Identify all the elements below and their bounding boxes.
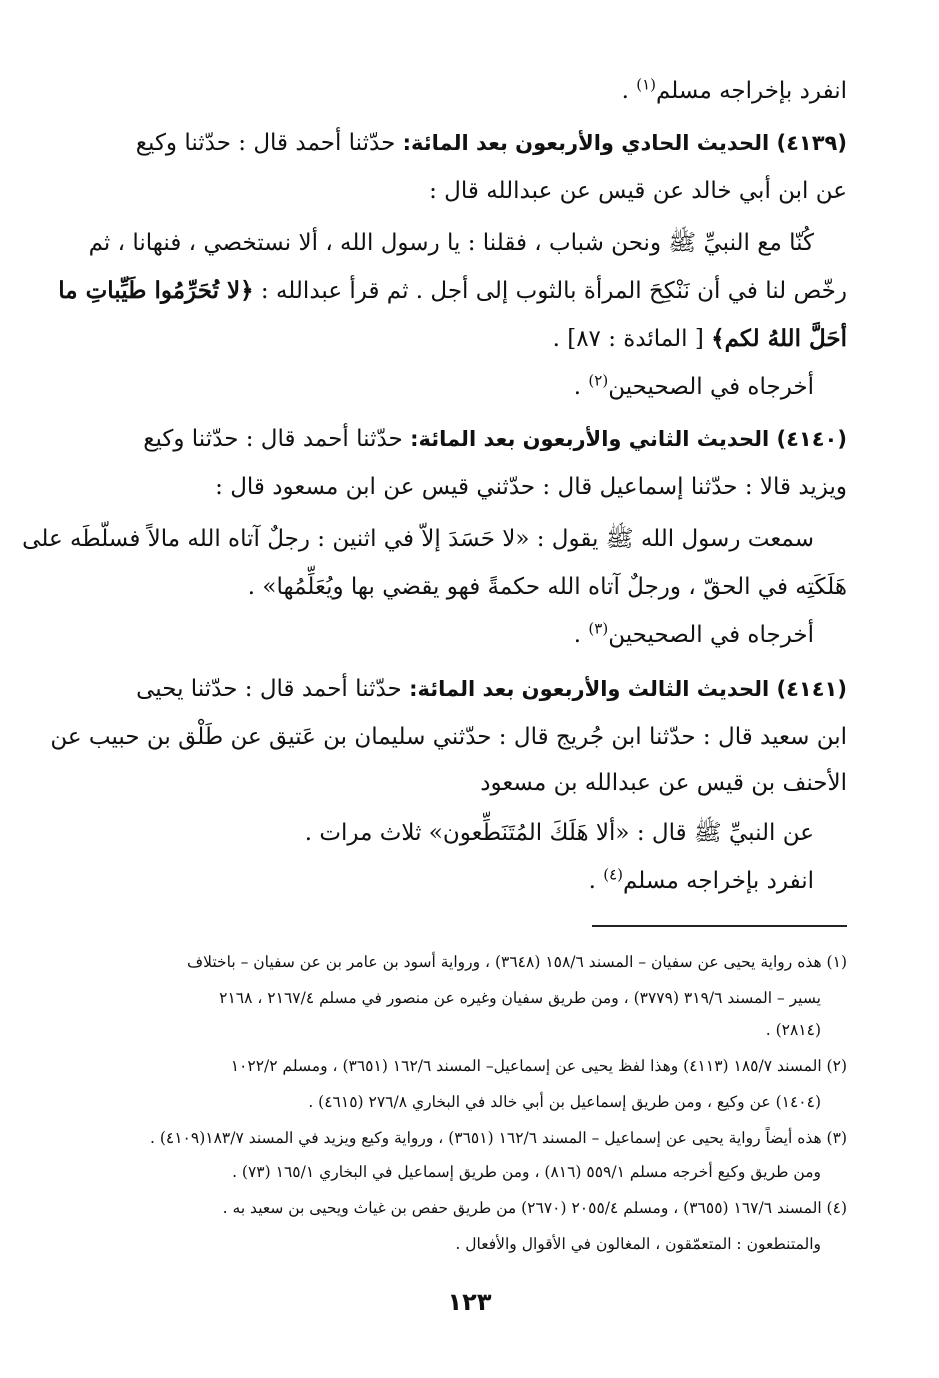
footnote-3-line: ومن طريق وكيع أخرجه مسلم ٥٥٩/١ (٨١٦) ، ومن طريق إسماعيل في البخاري ١٦٥/١ (٧٣) . bbox=[232, 1163, 821, 1181]
quran-reference: [ المائدة : ٨٧] . bbox=[552, 326, 712, 352]
line-end: . bbox=[573, 622, 589, 648]
footnote-3-line: (٣) هذه أيضاً رواية يحيى عن إسماعيل – المسند ١٦٢/٦ (٣٦٥١) ، ورواية وكيع ويزيد في المسند ١٨٣/٧(٤١٠٩) . bbox=[149, 1129, 847, 1147]
chain-line: عن ابن أبي خالد عن قيس عن عبدالله قال : bbox=[429, 178, 847, 204]
footnote-1-line: (٢٨١٤) . bbox=[765, 1021, 821, 1039]
hadith-text-line bbox=[58, 276, 847, 306]
hadith-heading: (٤١٤٠) الحديث الثاني والأربعون بعد المائة: bbox=[410, 427, 847, 451]
line-end: . bbox=[588, 868, 604, 894]
footnote-ref: (٣) bbox=[588, 619, 609, 638]
footnote-2-line: (١٤٠٤) عن وكيع ، ومن طريق إسماعيل بن أبي خالد في البخاري ٢٧٦/٨ (٤٦١٥) . bbox=[308, 1093, 821, 1111]
footnote-ref: (٢) bbox=[588, 371, 609, 390]
hadith-4140-header bbox=[143, 424, 847, 454]
closing-text: أخرجاه في الصحيحين bbox=[608, 622, 814, 648]
line-end: . bbox=[573, 374, 589, 400]
footnote-1-line: يسير – المسند ٣١٩/٦ (٣٧٧٩) ، ومن طريق سفيان وغيره عن منصور في مسلم ٢١٦٧/٤ ، ٢١٦٨ bbox=[219, 989, 821, 1007]
hadith-4141-header bbox=[136, 674, 847, 704]
closing-line-1 bbox=[622, 76, 847, 106]
footnote-ref: (٤) bbox=[603, 865, 623, 884]
footnote-2-line: (٢) المسند ١٨٥/٧ (٤١١٣) وهذا لفظ يحيى عن إسماعيل– المسند ١٦٢/٦ (٣٦٥١) ، ومسلم ١٠٢٢/٢ bbox=[230, 1057, 847, 1075]
closing-line-3 bbox=[574, 620, 814, 650]
hadith-chain: حدّثنا أحمد قال : حدّثنا يحيى bbox=[136, 676, 410, 702]
page-number: ١٢٣ bbox=[447, 1288, 492, 1316]
hadith-text: رخّص لنا في أن نَنْكِحَ المرأة بالثوب إلى أجل . ثم قرأ عبدالله : bbox=[253, 278, 847, 304]
chain-line: ابن سعيد قال : حدّثنا ابن جُريج قال : حدّثني سليمان بن عَتيق عن طَلْق بن حبيب عن bbox=[50, 724, 847, 750]
closing-text: انفرد بإخراجه مسلم bbox=[656, 78, 847, 104]
footnote-divider bbox=[592, 925, 847, 927]
chain-line: ويزيد قالا : حدّثنا إسماعيل قال : حدّثني قيس عن ابن مسعود قال : bbox=[215, 474, 847, 500]
quran-quote: أحَلَّ اللهُ لكم﴾ bbox=[711, 325, 847, 352]
footnote-4-line: والمتنطعون : المتعمّقون ، المغالون في الأقوال والأفعال . bbox=[455, 1235, 821, 1253]
footnote-ref: (١) bbox=[636, 75, 656, 94]
hadith-chain: حدّثنا أحمد قال : حدّثنا وكيع bbox=[143, 426, 411, 452]
line-end: . bbox=[621, 78, 637, 104]
footnote-4-line: (٤) المسند ١٦٧/٦ (٣٦٥٥) ، ومسلم ٢٠٥٥/٤ (٢٦٧٠) من طريق حفص بن غياث ويحيى بن سعيد به . bbox=[222, 1199, 847, 1217]
hadith-text-line: عن النبيِّ ﷺ قال : «ألا هَلَكَ المُتَنَطِّعون» ثلاث مرات . bbox=[304, 820, 814, 846]
footnote-1-line: (١) هذه رواية يحيى عن سفيان – المسند ١٥٨/٦ (٣٦٤٨) ، ورواية أسود بن عامر بن عن سفيان – باختلاف bbox=[187, 953, 847, 971]
hadith-text-line: سمعت رسول الله ﷺ يقول : «لا حَسَدَ إلاّ في اثنين : رجلٌ آتاه الله مالاً فسلّطَه على bbox=[22, 526, 814, 552]
chain-line: الأحنف بن قيس عن عبدالله بن مسعود bbox=[480, 770, 847, 796]
closing-line-2 bbox=[574, 372, 814, 402]
hadith-heading: (٤١٤١) الحديث الثالث والأربعون بعد المائة: bbox=[409, 677, 847, 701]
closing-line-4 bbox=[589, 866, 814, 896]
hadith-4139-header bbox=[136, 128, 847, 158]
closing-text: انفرد بإخراجه مسلم bbox=[623, 868, 814, 894]
hadith-text-line: كُنّا مع النبيِّ ﷺ ونحن شباب ، فقلنا : يا رسول الله ، ألا نستخصي ، فنهانا ، ثم bbox=[88, 230, 814, 256]
quran-quote: ﴿لا تُحَرِّمُوا طَيِّباتِ ما bbox=[58, 277, 254, 304]
hadith-chain: حدّثنا أحمد قال : حدّثنا وكيع bbox=[135, 130, 403, 156]
hadith-text-line bbox=[553, 324, 847, 354]
hadith-text-line: هَلَكَتِه في الحقّ ، ورجلٌ آتاه الله حكمةً فهو يقضي بها ويُعَلِّمُها» . bbox=[247, 574, 847, 600]
closing-text: أخرجاه في الصحيحين bbox=[608, 374, 814, 400]
hadith-heading: (٤١٣٩) الحديث الحادي والأربعون بعد المائة: bbox=[402, 131, 847, 155]
